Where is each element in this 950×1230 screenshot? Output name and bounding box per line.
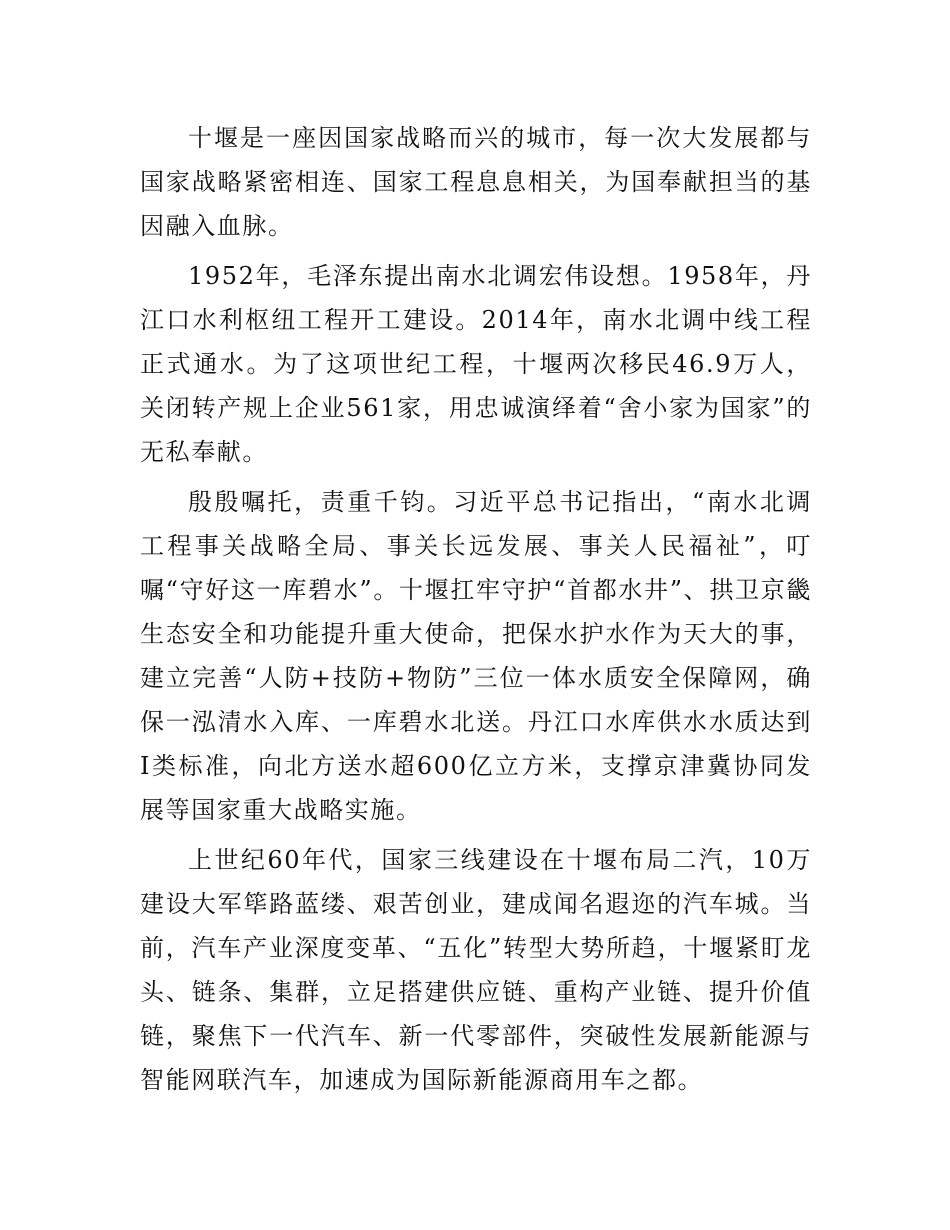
paragraph-3: 殷殷嘱托，责重千钧。习近平总书记指出，“南水北调工程事关战略全局、事关长远发展、事关人民福祉”，叮嘱“守好这一库碧水”。十堰扛牢守护“首都水井”、拱卫京畿生态安全和功能提升重大使命，把保水护水作为天大的事，建立完善“人防+技防+物防”三位一体水质安全保障网，确保一泓清水入库、一库碧水北送。丹江口水库供水水质达到Ⅰ类标准，向北方送水超600亿立方米，支撑京津冀协同发展等国家重大战略实施。 <box>140 488 812 824</box>
paragraph-1: 十堰是一座因国家战略而兴的城市，每一次大发展都与国家战略紧密相连、国家工程息息相关，为国奉献担当的基因融入血脉。 <box>140 124 812 240</box>
paragraph-2: 1952年，毛泽东提出南水北调宏伟设想。1958年，丹江口水利枢纽工程开工建设。2014年，南水北调中线工程正式通水。为了这项世纪工程，十堰两次移民46.9万人，关闭转产规上企业561家，用忠诚演绎着“舍小家为国家”的无私奉献。 <box>140 262 812 466</box>
document-body <box>140 116 812 1108</box>
paragraph-4: 上世纪60年代，国家三线建设在十堰布局二汽，10万建设大军筚路蓝缕、艰苦创业，建成闻名遐迩的汽车城。当前，汽车产业深度变革、“五化”转型大势所趋，十堰紧盯龙头、链条、集群，立足搭建供应链、重构产业链、提升价值链，聚焦下一代汽车、新一代零部件，突破性发展新能源与智能网联汽车，加速成为国际新能源商用车之都。 <box>140 846 812 1094</box>
